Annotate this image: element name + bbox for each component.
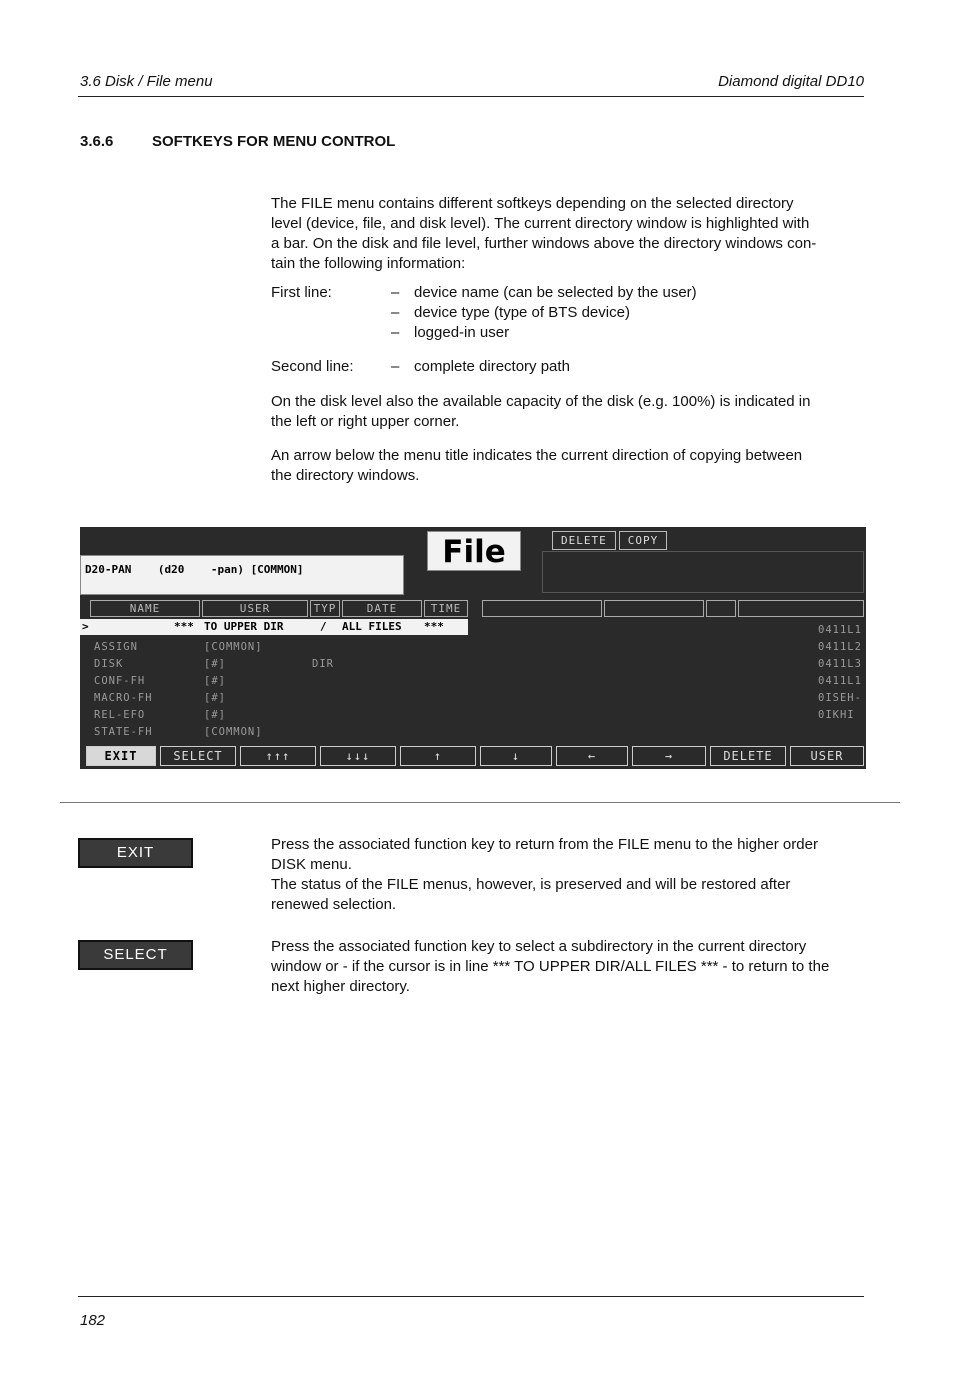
list-dash: – [391,324,400,341]
separator-rule [60,802,900,803]
section-title: SOFTKEYS FOR MENU CONTROL [152,133,396,150]
first-line-item: logged-in user [414,324,510,341]
dir-entry-user: [#] [204,658,226,670]
intro-line: level (device, file, and disk level). The current directory window is highlighted with [271,215,810,232]
dir-entry-user: [COMMON] [204,726,263,738]
right-column-header-typ [706,600,736,617]
column-header-date: DATE [342,600,422,617]
right-dir-entry[interactable]: 0IKHI [818,709,855,721]
exit-description [271,835,865,915]
column-header-user: USER [202,600,308,617]
right-dir-entry[interactable]: 0411L1 [818,624,862,636]
down-function-key[interactable]: ↓ [480,746,552,766]
right-dir-entry[interactable]: 0411L3 [818,658,862,670]
up-function-key[interactable]: ↑ [400,746,476,766]
select-key-graphic: SELECT [78,940,193,970]
delete-function-key[interactable]: DELETE [710,746,786,766]
list-dash: – [391,304,400,321]
right-function-key[interactable]: → [632,746,706,766]
exit-line: DISK menu. [271,856,352,873]
exit-line: renewed selection. [271,896,397,913]
list-dash: – [391,284,400,301]
capacity-line: On the disk level also the available capacity of the disk (e.g. 100%) is indicated in [271,393,811,410]
right-info-window [542,551,864,593]
dir-entry-user: [#] [204,692,226,704]
list-dash: – [391,358,400,375]
dir-entry-user: [#] [204,709,226,721]
first-line-item: device name (can be selected by the user) [414,284,697,301]
column-header-time: TIME [424,600,468,617]
capacity-line: the left or right upper corner. [271,413,460,430]
copy-softkey[interactable]: COPY [619,531,668,550]
select-line: window or - if the cursor is in line *** TO UPPER DIR/ALL FILES *** - to return to the [271,958,830,975]
exit-line: The status of the FILE menus, however, is preserved and will be restored after [271,876,791,893]
left-function-key[interactable]: ← [556,746,628,766]
arrow-line: An arrow below the menu title indicates the current direction of copying between [271,447,803,464]
page-down-function-key[interactable]: ↓↓↓ [320,746,396,766]
section-number: 3.6.6 [80,133,114,150]
right-column-header-date [738,600,864,617]
intro-line: tain the following information: [271,255,466,272]
dir-entry-name[interactable]: DISK [94,658,124,670]
dir-entry-name[interactable]: STATE-FH [94,726,153,738]
file-menu-screenshot [80,527,866,769]
exit-key-graphic: EXIT [78,838,193,868]
select-function-key[interactable]: SELECT [160,746,236,766]
select-line: next higher directory. [271,978,410,995]
exit-function-key[interactable]: EXIT [86,746,156,766]
stars-left: *** [174,620,194,633]
top-softkeys [552,529,670,548]
header-section-title: 3.6 Disk / File menu [80,73,213,90]
dir-entry-name[interactable]: REL-EFO [94,709,146,721]
delete-softkey[interactable]: DELETE [552,531,616,550]
first-line-label: First line: [271,284,332,301]
header-rule [78,96,864,97]
intro-paragraph [271,194,865,274]
arrow-line: the directory windows. [271,467,420,484]
first-line-item: device type (type of BTS device) [414,304,630,321]
intro-line: The FILE menu contains different softkeys depending on the selected directory [271,195,794,212]
intro-line: a bar. On the disk and file level, further windows above the directory windows con- [271,235,817,252]
column-header-typ: TYP [310,600,340,617]
exit-line: Press the associated function key to return from the FILE menu to the higher order [271,836,818,853]
dir-entry-user: [#] [204,675,226,687]
arrow-paragraph [271,446,865,486]
dir-entry-name[interactable]: MACRO-FH [94,692,153,704]
right-dir-entry[interactable]: 0ISEH- [818,692,862,704]
device-info-window [80,555,404,595]
right-dir-entry[interactable]: 0411L2 [818,641,862,653]
header-manual-title: Diamond digital DD10 [718,73,864,90]
stars-right: *** [424,620,444,633]
to-upper-dir-entry[interactable]: TO UPPER DIR [204,620,284,633]
footer-rule [78,1296,864,1297]
dir-entry-name[interactable]: ASSIGN [94,641,138,653]
user-function-key[interactable]: USER [790,746,864,766]
menu-title: File [427,531,521,571]
page-up-function-key[interactable]: ↑↑↑ [240,746,316,766]
all-files-entry[interactable]: ALL FILES [342,620,402,633]
right-dir-entry[interactable]: 0411L1 [818,675,862,687]
select-line: Press the associated function key to select a subdirectory in the current directory [271,938,807,955]
capacity-paragraph [271,392,865,432]
device-info-text: D20-PAN (d20 -pan) [COMMON] [85,563,304,576]
dir-entry-user: [COMMON] [204,641,263,653]
right-column-header-name [482,600,602,617]
column-header-name: NAME [90,600,200,617]
select-description [271,937,865,997]
cursor-marker: > [82,620,89,633]
second-line-label: Second line: [271,358,354,375]
right-column-header-user [604,600,704,617]
page-number: 182 [80,1312,106,1329]
slash-separator: / [320,620,327,633]
dir-entry-typ: DIR [312,658,334,670]
second-line-item: complete directory path [414,358,570,375]
dir-entry-name[interactable]: CONF-FH [94,675,146,687]
